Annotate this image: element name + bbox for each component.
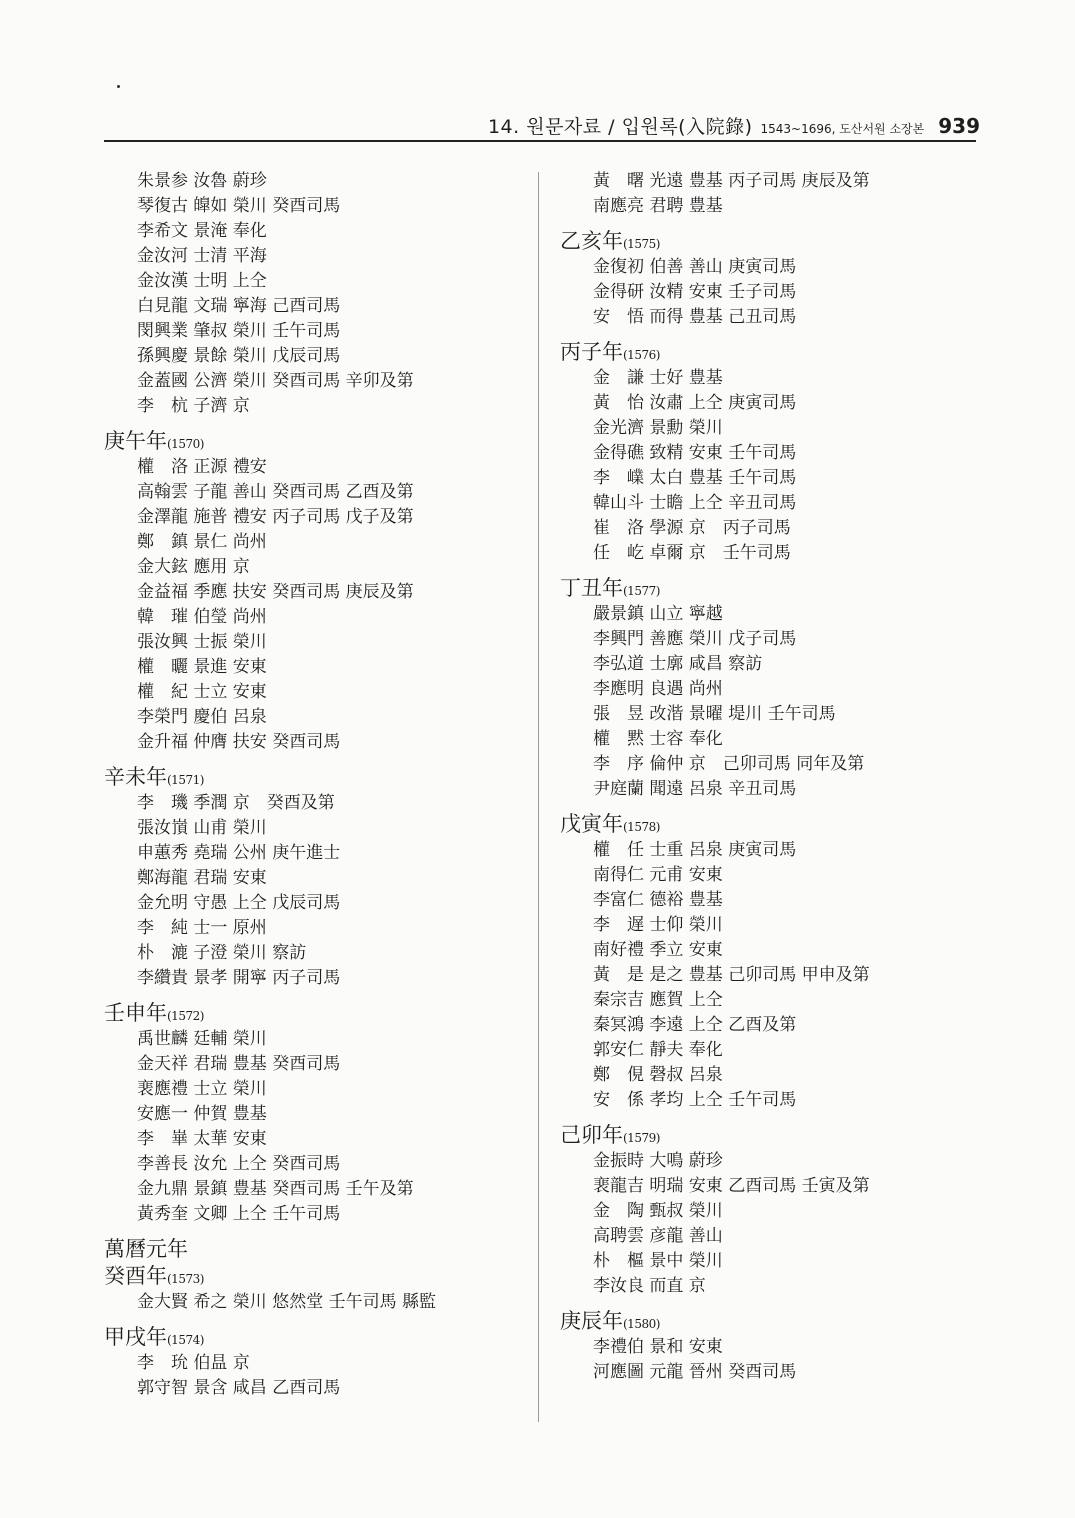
year-heading bbox=[104, 1263, 534, 1290]
entry-row: 李 玧 伯昷 京 bbox=[137, 1353, 250, 1373]
year-heading-text: 辛未年 bbox=[104, 765, 167, 789]
entry-row: 金得研 汝精 安東 壬子司馬 bbox=[593, 282, 797, 302]
entry-row: 安應一 仲賀 豊基 bbox=[137, 1104, 267, 1124]
entry-row: 禹世麟 廷輔 榮川 bbox=[137, 1029, 267, 1049]
entry-row: 南應亮 君聘 豊基 bbox=[593, 196, 723, 216]
entry-row: 安 悟 而得 豊基 己丑司馬 bbox=[593, 307, 797, 327]
entry-row: 李禮伯 景和 安東 bbox=[593, 1337, 723, 1357]
year-group bbox=[104, 1236, 534, 1315]
year-heading-text: 庚辰年 bbox=[560, 1309, 623, 1333]
year-heading-text: 甲戌年 bbox=[104, 1325, 167, 1349]
entry-row: 金汝河 士清 平海 bbox=[137, 246, 267, 266]
entry-row: 裵龍吉 明瑞 安東 乙酉司馬 壬寅及第 bbox=[593, 1176, 870, 1196]
entry-row: 孫興慶 景餘 榮川 戊辰司馬 bbox=[137, 346, 341, 366]
left-column bbox=[104, 169, 534, 1410]
entry-row: 張汝嵿 山甫 榮川 bbox=[137, 818, 267, 838]
year-group bbox=[560, 575, 980, 802]
entry-row: 南得仁 元甫 安東 bbox=[593, 865, 723, 885]
entry-row: 琴復古 皥如 榮川 癸酉司馬 bbox=[137, 196, 341, 216]
entry-row: 李 崋 太華 安東 bbox=[137, 1129, 267, 1149]
entry-row: 黃 曙 光遠 豊基 丙子司馬 庚辰及第 bbox=[593, 171, 870, 191]
entry-row: 權 黙 士容 奉化 bbox=[593, 729, 723, 749]
year-heading bbox=[560, 1122, 980, 1149]
entry-row: 金升福 仲膺 扶安 癸酉司馬 bbox=[137, 732, 341, 752]
year-group bbox=[560, 1308, 980, 1385]
entry-row: 鄭海龍 君瑞 安東 bbox=[137, 868, 267, 888]
entry-row: 河應圖 元龍 晉州 癸酉司馬 bbox=[593, 1362, 797, 1382]
header-title: 14. 원문자료 / 입원록(入院錄) bbox=[487, 116, 753, 138]
entry-row: 李 遅 士仰 榮川 bbox=[593, 915, 723, 935]
entry-row: 秦冥鴻 李遠 上仝 乙酉及第 bbox=[593, 1015, 797, 1035]
year-heading-text: 乙亥年 bbox=[560, 229, 623, 253]
year-group bbox=[560, 169, 980, 219]
year-heading-text: 萬曆元年 bbox=[104, 1237, 188, 1261]
year-heading bbox=[104, 1324, 534, 1351]
year-group bbox=[104, 764, 534, 991]
entry-row: 金允明 守愚 上仝 戊辰司馬 bbox=[137, 893, 341, 913]
entry-row: 高聘雲 彦龍 善山 bbox=[593, 1226, 723, 1246]
year-number: (1577) bbox=[623, 584, 660, 598]
entry-row: 黃 怡 汝肅 上仝 庚寅司馬 bbox=[593, 393, 797, 413]
year-group bbox=[560, 339, 980, 566]
entry-row: 金天祥 君瑞 豊基 癸酉司馬 bbox=[137, 1054, 341, 1074]
year-heading bbox=[560, 1308, 980, 1335]
entry-row: 李 杭 子濟 京 bbox=[137, 396, 250, 416]
entry-row: 金復初 伯善 善山 庚寅司馬 bbox=[593, 257, 797, 277]
year-heading-text: 戊寅年 bbox=[560, 812, 623, 836]
year-number: (1580) bbox=[623, 1317, 660, 1331]
year-heading-text: 丁丑年 bbox=[560, 576, 623, 600]
year-group bbox=[104, 428, 534, 755]
year-heading bbox=[104, 1236, 534, 1263]
entry-row: 朴 樞 景中 榮川 bbox=[593, 1251, 723, 1271]
entry-row: 金益福 季應 扶安 癸酉司馬 庚辰及第 bbox=[137, 582, 414, 602]
year-heading bbox=[560, 228, 980, 255]
year-number: (1576) bbox=[623, 348, 660, 362]
year-number: (1571) bbox=[167, 773, 204, 787]
entry-row: 李 璣 季潤 京 癸酉及第 bbox=[137, 793, 335, 813]
entry-row: 裵應禮 士立 榮川 bbox=[137, 1079, 267, 1099]
header-subtitle: 1543~1696, 도산서원 소장본 bbox=[760, 122, 925, 136]
entry-row: 李善長 汝允 上仝 癸酉司馬 bbox=[137, 1154, 341, 1174]
entry-row: 申蕙秀 堯瑞 公州 庚午進士 bbox=[137, 843, 341, 863]
year-heading bbox=[560, 811, 980, 838]
right-column bbox=[560, 169, 980, 1394]
year-number: (1573) bbox=[167, 1272, 204, 1286]
entry-row: 金光濟 景勳 榮川 bbox=[593, 418, 723, 438]
entry-row: 李希文 景淹 奉化 bbox=[137, 221, 267, 241]
year-heading bbox=[560, 339, 980, 366]
entry-row: 郭守智 景含 咸昌 乙酉司馬 bbox=[137, 1378, 341, 1398]
entry-row: 李 嶫 太白 豊基 壬午司馬 bbox=[593, 468, 797, 488]
year-number: (1575) bbox=[623, 237, 660, 251]
entry-row: 權 洛 正源 禮安 bbox=[137, 457, 267, 477]
entry-row: 李汝良 而直 京 bbox=[593, 1276, 706, 1296]
column-divider bbox=[538, 172, 539, 1422]
entry-row: 任 屹 卓爾 京 壬午司馬 bbox=[593, 543, 791, 563]
entry-row: 金 謙 士好 豊基 bbox=[593, 368, 723, 388]
year-heading bbox=[104, 428, 534, 455]
entry-row: 尹庭蘭 聞遠 呂泉 辛丑司馬 bbox=[593, 779, 797, 799]
entry-row: 金蓋國 公濟 榮川 癸酉司馬 辛卯及第 bbox=[137, 371, 414, 391]
page-number: 939 bbox=[938, 114, 980, 138]
entry-row: 韓山斗 士瞻 上仝 辛丑司馬 bbox=[593, 493, 797, 513]
year-number: (1579) bbox=[623, 1131, 660, 1145]
entry-row: 韓 璀 伯瑩 尚州 bbox=[137, 607, 267, 627]
entry-row: 白見龍 文瑞 寧海 己酉司馬 bbox=[137, 296, 341, 316]
entry-row: 權 任 士重 呂泉 庚寅司馬 bbox=[593, 840, 797, 860]
entry-row: 秦宗吉 應賀 上仝 bbox=[593, 990, 723, 1010]
entry-row: 金大賢 希之 榮川 悠然堂 壬午司馬 縣監 bbox=[137, 1292, 437, 1312]
entry-row: 鄭 俔 磬叔 呂泉 bbox=[593, 1065, 723, 1085]
entry-row: 郭安仁 靜夫 奉化 bbox=[593, 1040, 723, 1060]
year-heading-text: 庚午年 bbox=[104, 429, 167, 453]
entry-row: 崔 洛 學源 京 丙子司馬 bbox=[593, 518, 791, 538]
year-heading bbox=[560, 575, 980, 602]
entry-row: 李應明 良遇 尚州 bbox=[593, 679, 723, 699]
year-group bbox=[560, 228, 980, 330]
entry-row: 李興門 善應 榮川 戊子司馬 bbox=[593, 629, 797, 649]
entry-row: 權 曬 景進 安東 bbox=[137, 657, 267, 677]
entry-row: 金澤龍 施普 禮安 丙子司馬 戊子及第 bbox=[137, 507, 414, 527]
year-number: (1570) bbox=[167, 437, 204, 451]
entry-row: 黃 是 是之 豊基 己卯司馬 甲申及第 bbox=[593, 965, 870, 985]
entry-row: 閔興業 肇叔 榮川 壬午司馬 bbox=[137, 321, 341, 341]
entry-row: 李纘貴 景孝 開寧 丙子司馬 bbox=[137, 968, 341, 988]
year-heading-text: 丙子年 bbox=[560, 340, 623, 364]
entry-row: 高翰雲 子龍 善山 癸酉司馬 乙酉及第 bbox=[137, 482, 414, 502]
entry-row: 黃秀奎 文卿 上仝 壬午司馬 bbox=[137, 1204, 341, 1224]
year-group bbox=[104, 1324, 534, 1401]
year-number: (1578) bbox=[623, 820, 660, 834]
year-heading bbox=[104, 764, 534, 791]
entry-row: 張 昱 改湝 景曜 堤川 壬午司馬 bbox=[593, 704, 836, 724]
entry-row: 金得礁 致精 安東 壬午司馬 bbox=[593, 443, 797, 463]
entry-row: 朴 漉 子澄 榮川 察訪 bbox=[137, 943, 307, 963]
entry-row: 鄭 鎮 景仁 尚州 bbox=[137, 532, 267, 552]
year-group bbox=[560, 811, 980, 1113]
entry-row: 金九鼎 景鎮 豊基 癸酉司馬 壬午及第 bbox=[137, 1179, 414, 1199]
year-heading-text: 癸酉年 bbox=[104, 1264, 167, 1288]
year-group bbox=[560, 1122, 980, 1299]
year-number: (1572) bbox=[167, 1009, 204, 1023]
year-heading-text: 己卯年 bbox=[560, 1123, 623, 1147]
header-rule bbox=[104, 140, 976, 142]
entry-row: 李富仁 德裕 豊基 bbox=[593, 890, 723, 910]
year-group bbox=[104, 1000, 534, 1227]
year-number: (1574) bbox=[167, 1333, 204, 1347]
entry-row: 嚴景鎮 山立 寧越 bbox=[593, 604, 723, 624]
entry-row: 李弘道 士廓 咸昌 察訪 bbox=[593, 654, 763, 674]
entry-row: 金 陶 甄叔 榮川 bbox=[593, 1201, 723, 1221]
entry-row: 南好禮 季立 安東 bbox=[593, 940, 723, 960]
entry-row: 李榮門 慶伯 呂泉 bbox=[137, 707, 267, 727]
entry-row: 權 紀 士立 安東 bbox=[137, 682, 267, 702]
entry-row: 金大鉉 應用 京 bbox=[137, 557, 250, 577]
scan-speck bbox=[117, 85, 120, 88]
entry-row: 金汝漢 士明 上仝 bbox=[137, 271, 267, 291]
year-group bbox=[104, 169, 534, 419]
entry-row: 李 純 士一 原州 bbox=[137, 918, 267, 938]
entry-row: 張汝興 士振 榮川 bbox=[137, 632, 267, 652]
entry-row: 金振時 大鳴 蔚珍 bbox=[593, 1151, 723, 1171]
entry-row: 朱景参 汝魯 蔚珍 bbox=[137, 171, 267, 191]
year-heading bbox=[104, 1000, 534, 1027]
year-heading-text: 壬申年 bbox=[104, 1001, 167, 1025]
entry-row: 安 係 孝均 上仝 壬午司馬 bbox=[593, 1090, 797, 1110]
entry-row: 李 序 倫仲 京 己卯司馬 同年及第 bbox=[593, 754, 865, 774]
